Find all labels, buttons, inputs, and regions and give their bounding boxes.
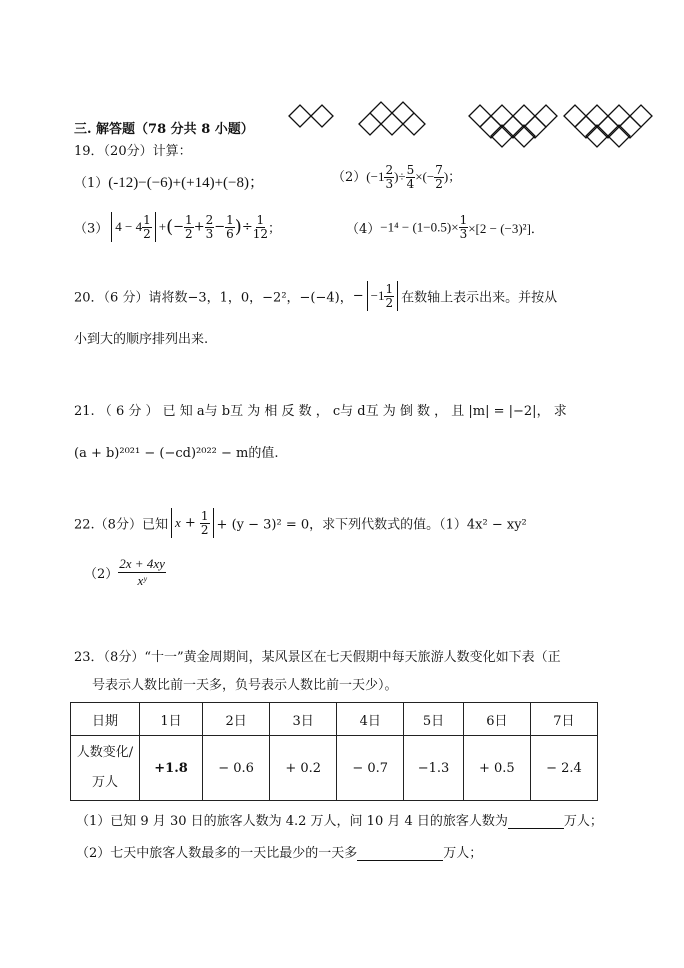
- question-22-part-2: （2） $\frac{2x + 4xy}{\text{xʸ}}$: [84, 556, 165, 588]
- question-23-line-1: 23．（8分）“十一”黄金周期间，某风景区在七天假期中每天旅游人数变化如下表（正: [74, 650, 561, 665]
- table-header-cell: 日期: [71, 703, 140, 736]
- table-cell: + 0.2: [270, 736, 337, 801]
- table-header-cell: 1日: [140, 703, 203, 736]
- table-header-cell: 5日: [404, 703, 464, 736]
- table-header-cell: 6日: [463, 703, 530, 736]
- answer-blank-1[interactable]: [508, 814, 564, 829]
- question-20-line-2: 小到大的顺序排列出来.: [74, 332, 209, 347]
- table-cell: − 0.6: [203, 736, 270, 801]
- question-21-line-1: 21. （ 6 分 ） 已 知 a与 b互 为 相 反 数 ， c与 d互 为 倒 数 ， 且 |m| = |−2|， 求: [74, 404, 567, 419]
- q19-part-1-label: （1）: [74, 176, 109, 191]
- q19-part-1-expression: (-12)−(−6)+(+14)+(−8)；: [108, 175, 264, 191]
- diamond-pattern-figures: [280, 98, 660, 148]
- table-cell: −1.3: [404, 736, 464, 801]
- question-23-sub-1: （1）已知 9 月 30 日的旅客人数为 4.2 万人，问 10 月 4 日的旅客人数为 万人；: [76, 814, 603, 829]
- question-19-heading: 19．（20分）计算：: [74, 144, 192, 159]
- question-23-line-2: 号表示人数比前一天多，负号表示人数比前一天少）。: [92, 678, 398, 693]
- table-header-cell: 4日: [337, 703, 404, 736]
- tourist-change-table: [70, 702, 598, 801]
- table-cell: − 2.4: [530, 736, 597, 801]
- q19-part-1: [74, 171, 264, 192]
- question-22-line-1: 22.（8分）已知 x + $\frac{1}{2}$ + (y − 3)² = 0，求下列代数式的值。（1）4x² − xy²: [74, 508, 527, 537]
- q19-part-3-label: （3）: [74, 221, 109, 237]
- table-row: [71, 736, 598, 801]
- table-header-cell: 3日: [270, 703, 337, 736]
- row-label-cell: 人数变化/ 万人: [71, 736, 140, 801]
- table-cell: +1.8: [140, 736, 203, 801]
- fraction-seven-halves: $\frac{7}{2}$: [435, 163, 443, 191]
- fraction-five-fourths: $\frac{5}{4}$: [406, 163, 415, 191]
- q19-part-2-label: （2）: [332, 170, 367, 185]
- q19-part-2: （2）(−1 $\frac{2}{3}$ )÷ $\frac{5}{4}$ ×(− $\frac{7}{2}$ )；: [332, 163, 462, 191]
- question-21-line-2: (a + b)²⁰²¹ − (−cd)²⁰²² − m的值.: [74, 446, 279, 461]
- section-title: 三. 解答题（78 分共 8 小题）: [74, 122, 254, 137]
- table-header-row: [71, 703, 598, 736]
- q19-part-4-label: （4）: [346, 222, 381, 237]
- table-cell: − 0.7: [337, 736, 404, 801]
- answer-blank-2[interactable]: [357, 846, 443, 861]
- question-20-line-1: 20．（6 分）请将数−3，1，0，−2²，−(−4)，− −1 $\frac{1}{2}$ 在数轴上表示出来。并按从: [74, 281, 558, 310]
- table-cell: + 0.5: [463, 736, 530, 801]
- table-header-cell: 2日: [203, 703, 270, 736]
- table-header-cell: 7日: [530, 703, 597, 736]
- q19-part-3: （3） 4 − 4 $\frac{1}{2}$ +(− $\frac{1}{2}$ + $\frac{2}{3}$ − $\frac{1}{6}$ )÷ $\frac{1}{12}$ ；: [74, 212, 282, 241]
- question-23-sub-2: （2）七天中旅客人数最多的一天比最少的一天多 万人；: [76, 846, 483, 861]
- q19-part-4: （4）−1⁴ − (1−0.5)× $\frac{1}{3}$ ×[2 − (−3)²]．: [346, 213, 544, 241]
- fraction-two-thirds: $\frac{2}{3}$: [385, 163, 394, 191]
